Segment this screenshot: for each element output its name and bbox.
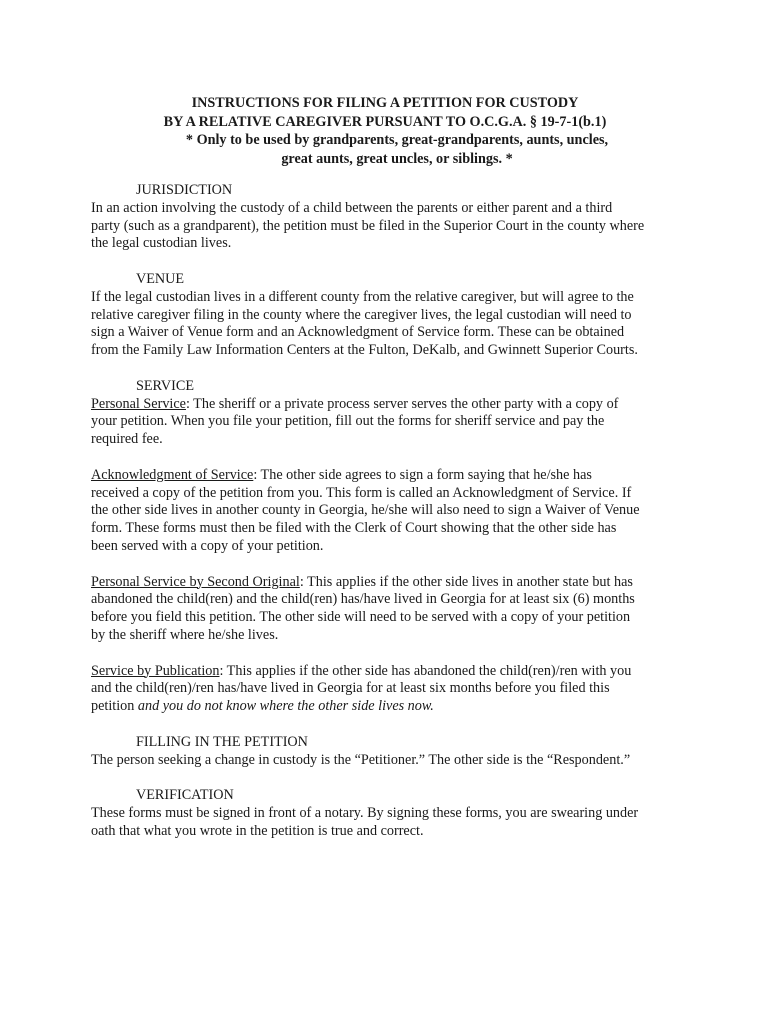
spacer [91,645,691,663]
document-body [91,182,691,840]
paragraph-line: the legal custodian lives. [91,235,232,252]
section-heading-jurisdiction: JURISDICTION [136,182,233,198]
spacer [91,716,691,734]
paragraph-line: If the legal custodian lives in a different county from the relative caregiver, but will agree to the [91,288,634,305]
paragraph-line: and the child(ren)/ren has/have lived in Georgia for at least six months before you filed this [91,680,610,697]
publication-paragraph [91,663,691,716]
paragraph-text: : This applies if the other side has abandoned the child(ren)/ren with you [219,662,632,679]
paragraph-line [91,396,691,414]
personal-service-paragraph [91,396,691,449]
second-original-paragraph [91,574,691,645]
paragraph-line: The person seeking a change in custody is the “Petitioner.” The other side is the “Respondent.” [91,751,631,768]
venue-paragraph [91,289,691,360]
paragraph-line: relative caregiver filing in the county where the caregiver lives, the legal custodian will need to [91,306,632,323]
paragraph-line: required fee. [91,431,163,448]
spacer [91,449,691,467]
paragraph-line: sign a Waiver of Venue form and an Acknowledgment of Service form. These can be obtained [91,324,625,341]
section-heading-venue: VENUE [136,270,185,287]
paragraph-line: from the Family Law Information Centers at the Fulton, DeKalb, and Gwinnett Superior Courts. [91,342,638,359]
title-line-2: BY A RELATIVE CAREGIVER PURSUANT TO O.C.G.A. § 19-7-1(b.1) [163,113,607,130]
paragraph-text: petition [91,698,138,715]
spacer [91,769,691,787]
paragraph-line: In an action involving the custody of a child between the parents or either parent and a third [91,199,613,216]
paragraph-line [91,467,691,485]
paragraph-line: by the sheriff where he/she lives. [91,626,279,643]
spacer [91,556,691,574]
spacer [91,253,691,271]
paragraph-line [91,698,691,716]
acknowledgment-paragraph [91,467,691,556]
jurisdiction-paragraph [91,200,691,253]
paragraph-line: your petition. When you file your petition, fill out the forms for sheriff service and pay the [91,413,605,430]
section-heading-filling: FILLING IN THE PETITION [136,733,308,750]
paragraph-text: : This applies if the other side lives in another state but has [299,573,633,590]
paragraph-line: form. These forms must then be filed with the Clerk of Court showing that the other side has [91,520,617,537]
publication-label: Service by Publication [91,662,220,679]
paragraph-line: oath that what you wrote in the petition is true and correct. [91,822,424,839]
document-title [0,94,770,168]
verification-paragraph [91,805,691,841]
eligibility-note-line-2: great aunts, great uncles, or siblings. * [281,150,513,167]
paragraph-line: These forms must be signed in front of a notary. By signing these forms, you are swearing under [91,804,639,821]
paragraph-line: before you field this petition. The other side will need to be served with a copy of your petition [91,609,631,626]
second-original-label: Personal Service by Second Original [91,573,300,590]
paragraph-line: received a copy of the petition from you. This form is called an Acknowledgment of Service. If [91,484,632,501]
eligibility-note-line-1: * Only to be used by grandparents, great-grandparents, aunts, uncles, [185,132,609,148]
personal-service-label: Personal Service [91,395,186,412]
title-line-1: INSTRUCTIONS FOR FILING A PETITION FOR CUSTODY [191,95,579,111]
paragraph-text: : The sheriff or a private process server serves the other party with a copy of [185,395,619,412]
paragraph-line [91,663,691,681]
paragraph-text: : The other side agrees to sign a form saying that he/she has [253,466,592,483]
paragraph-line [91,574,691,592]
section-heading-service: SERVICE [136,377,194,394]
paragraph-line: been served with a copy of your petition. [91,537,324,554]
filling-paragraph [91,752,691,770]
paragraph-line: abandoned the child(ren) and the child(ren) has/have lived in Georgia for at least six (6) months [91,591,635,608]
emphasized-text: and you do not know where the other side lives now. [137,698,434,715]
section-heading-verification: VERIFICATION [136,787,234,804]
acknowledgment-label: Acknowledgment of Service [91,466,254,483]
spacer [91,360,691,378]
paragraph-line: the other side lives in another county in Georgia, he/she will also need to sign a Waiver of Venue [91,502,640,519]
paragraph-line: party (such as a grandparent), the petition must be filed in the Superior Court in the county where [91,217,645,234]
